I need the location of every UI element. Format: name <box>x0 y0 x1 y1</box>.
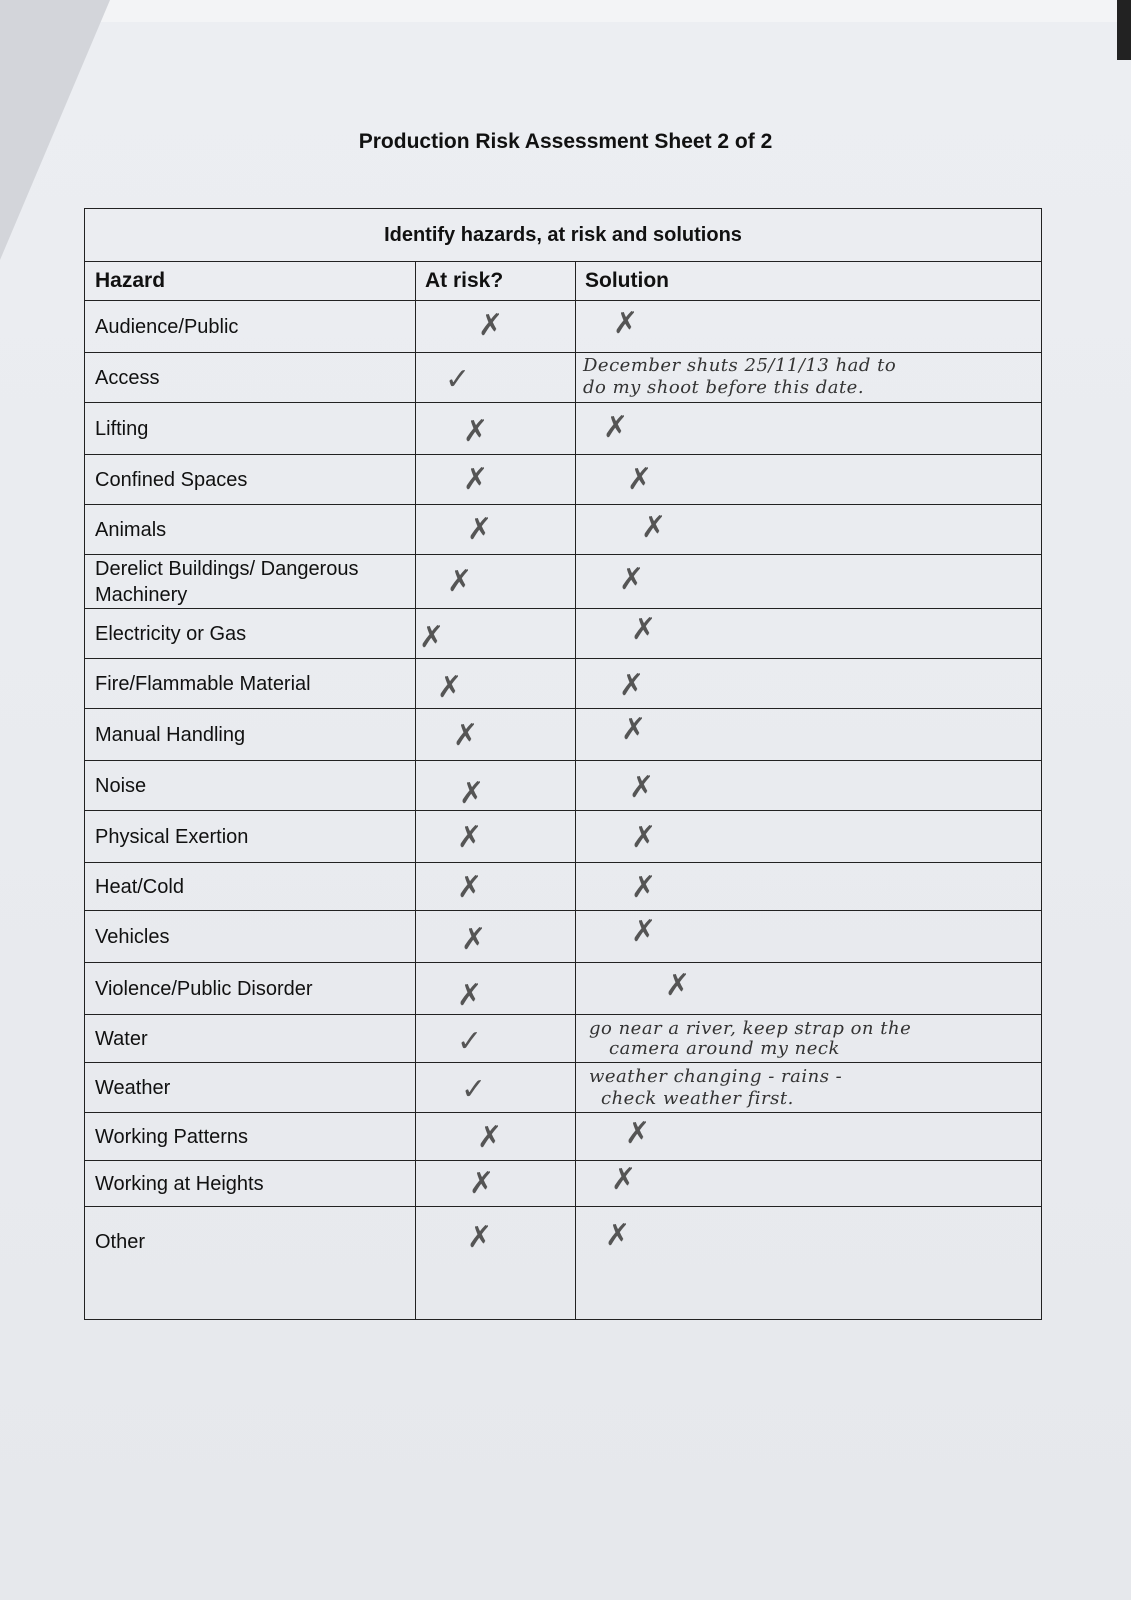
table-row <box>85 709 1041 761</box>
solution-mark: ✗ <box>621 712 647 747</box>
at-risk-mark: ✗ <box>467 1220 493 1255</box>
col-header-at-risk: At risk? <box>415 261 575 301</box>
solution-mark: ✗ <box>631 914 657 949</box>
solution-mark: ✗ <box>603 410 629 445</box>
hazard-label: Working Patterns <box>95 1125 249 1148</box>
solution-mark: ✗ <box>641 510 667 545</box>
hazard-label: Derelict Buildings/ Dangerous Machinery <box>95 557 359 606</box>
solution-mark: ✗ <box>631 820 657 855</box>
table-row <box>85 1015 1041 1063</box>
hazard-label: Working at Heights <box>95 1172 264 1195</box>
solution-mark: ✗ <box>625 1116 651 1151</box>
hazard-label: Fire/Flammable Material <box>95 672 311 695</box>
hazard-label: Physical Exertion <box>95 825 249 848</box>
table-row <box>85 555 1041 609</box>
table-row <box>85 659 1041 709</box>
hazard-label: Other <box>95 1231 146 1253</box>
table-row <box>85 301 1041 353</box>
at-risk-mark: ✗ <box>447 564 473 599</box>
table-row <box>85 863 1041 911</box>
solution-mark: ✗ <box>619 668 645 703</box>
table-row <box>85 1063 1041 1113</box>
table-row <box>85 505 1041 555</box>
at-risk-mark: ✗ <box>453 718 479 753</box>
table-row <box>85 761 1041 811</box>
table-row <box>85 1161 1041 1207</box>
hazard-label: Animals <box>95 518 167 541</box>
solution-mark: ✗ <box>629 770 655 805</box>
at-risk-mark: ✓ <box>445 362 471 397</box>
solution-handwriting: do my shoot before this date. <box>583 377 865 398</box>
solution-mark: ✗ <box>619 562 645 597</box>
solution-handwriting: camera around my neck <box>609 1038 840 1059</box>
solution-mark: ✗ <box>665 968 691 1003</box>
at-risk-mark: ✓ <box>461 1072 487 1107</box>
at-risk-mark: ✗ <box>467 512 493 547</box>
at-risk-mark: ✗ <box>478 308 504 343</box>
table-row <box>85 963 1041 1015</box>
hazard-label: Access <box>95 366 160 389</box>
hazard-label: Lifting <box>95 417 149 440</box>
table-row <box>85 353 1041 403</box>
solution-mark: ✗ <box>631 612 657 647</box>
solution-handwriting: check weather first. <box>601 1088 794 1109</box>
table-row <box>85 911 1041 963</box>
table-row <box>85 1207 1041 1319</box>
at-risk-mark: ✗ <box>469 1166 495 1201</box>
table-row <box>85 811 1041 863</box>
solution-handwriting: weather changing - rains - <box>589 1066 843 1087</box>
hazard-label: Audience/Public <box>95 315 239 338</box>
at-risk-mark: ✗ <box>457 978 483 1013</box>
at-risk-mark: ✗ <box>463 462 489 497</box>
hazard-label: Weather <box>95 1076 171 1099</box>
scan-top-strip <box>0 0 1131 22</box>
at-risk-mark: ✗ <box>477 1120 503 1155</box>
solution-mark: ✗ <box>605 1218 631 1253</box>
table-row <box>85 455 1041 505</box>
at-risk-mark: ✗ <box>457 820 483 855</box>
table-heading: Identify hazards, at risk and solutions <box>85 209 1041 262</box>
scan-edge <box>1117 0 1131 60</box>
solution-mark: ✗ <box>631 870 657 905</box>
at-risk-mark: ✓ <box>457 1024 483 1059</box>
hazard-label: Noise <box>95 774 147 797</box>
hazard-label: Heat/Cold <box>95 875 184 898</box>
hazard-label: Water <box>95 1027 148 1050</box>
at-risk-mark: ✗ <box>437 670 463 705</box>
solution-handwriting: December shuts 25/11/13 had to <box>583 355 897 376</box>
hazard-label: Manual Handling <box>95 723 246 746</box>
table-row <box>85 1113 1041 1161</box>
solution-handwriting: go near a river, keep strap on the <box>589 1018 912 1039</box>
at-risk-mark: ✗ <box>463 414 489 449</box>
table-row <box>85 403 1041 455</box>
table-row <box>85 609 1041 659</box>
page-title: Production Risk Assessment Sheet 2 of 2 <box>358 130 773 153</box>
at-risk-mark: ✗ <box>419 620 445 655</box>
hazard-label: Violence/Public Disorder <box>95 977 313 1000</box>
solution-mark: ✗ <box>611 1162 637 1197</box>
risk-table <box>84 208 1042 1320</box>
hazard-label: Vehicles <box>95 925 170 948</box>
at-risk-mark: ✗ <box>461 922 487 957</box>
at-risk-mark: ✗ <box>459 776 485 811</box>
solution-mark: ✗ <box>627 462 653 497</box>
hazard-label: Electricity or Gas <box>95 622 247 645</box>
at-risk-mark: ✗ <box>457 870 483 905</box>
col-header-hazard: Hazard <box>85 261 415 301</box>
solution-mark: ✗ <box>613 306 639 341</box>
col-header-solution: Solution <box>575 261 1040 301</box>
hazard-label: Confined Spaces <box>95 468 248 491</box>
